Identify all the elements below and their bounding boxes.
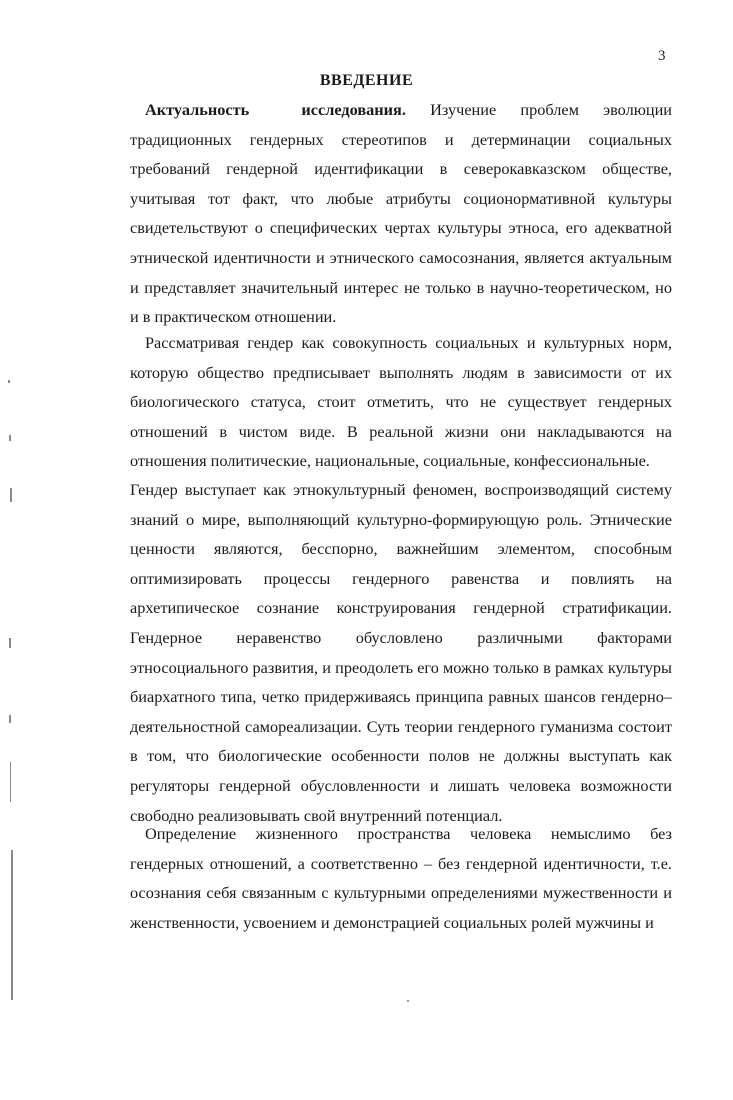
paragraph-gender-definition: Рассматривая гендер как совокупность социальных и культурных норм, которую общество предписывает выполнять людям в зависимости от их биологического статуса, стоит отметить, что не существует гендерных отношений в чистом виде. В реальной жизни они накладываются на отношения политические, национальные, социальные, конфессиональные. <box>130 333 672 471</box>
paragraph-text: Изучение проблем эволюции традиционных гендерных стереотипов и детерминации социальных требований гендерной идентификации в северокавказском обществе, учитывая тот факт, что любые атрибуты соционормативной культуры свидетельствуют о специфических чертах культуры этноса, его адекватной этнической идентичности и этнического самосознания, является актуальным и представляет значительный интерес не только в научно-теоретическом, но и в практическом отношении. <box>130 100 673 327</box>
paragraph-ethnocultural: Гендер выступает как этнокультурный феномен, воспроизводящий систему знаний о мире, выполняющий культурно-формирующую роль. Этнические ценности являются, бесспорно, важнейшим элементом, способным оптимизировать процессы гендерного равенства и повлиять на архетипическое сознание конструирования гендерной стратификации. Гендерное неравенство обусловлено различными факторами этносоциального развития, и преодолеть его можно только в рамках культуры биархатного типа, четко придерживаясь принципа равных шансов гендерно–деятельностной самореализации. Суть теории гендерного гуманизма состоит в том, что биологические особенности полов не должны выступать как регуляторы гендерной обусловленности и лишать человека возможности свободно реализовывать свой внутренний потенциал. <box>130 480 672 825</box>
scan-speck <box>407 1000 409 1002</box>
paragraph-living-space: Определение жизненного пространства человека немыслимо без гендерных отношений, а соответственно – без гендерной идентичности, т.е. осознания себя связанным с культурными определениями мужественности и женственности, усвоением и демонстрацией социальных ролей мужчины и <box>130 824 672 932</box>
paragraph-lead: Актуальность исследования. <box>145 100 406 119</box>
page-title: ВВЕДЕНИЕ <box>319 72 414 89</box>
page-number: 3 <box>658 48 666 64</box>
scan-margin-marks <box>0 0 20 1100</box>
paragraph-relevance <box>130 95 672 332</box>
